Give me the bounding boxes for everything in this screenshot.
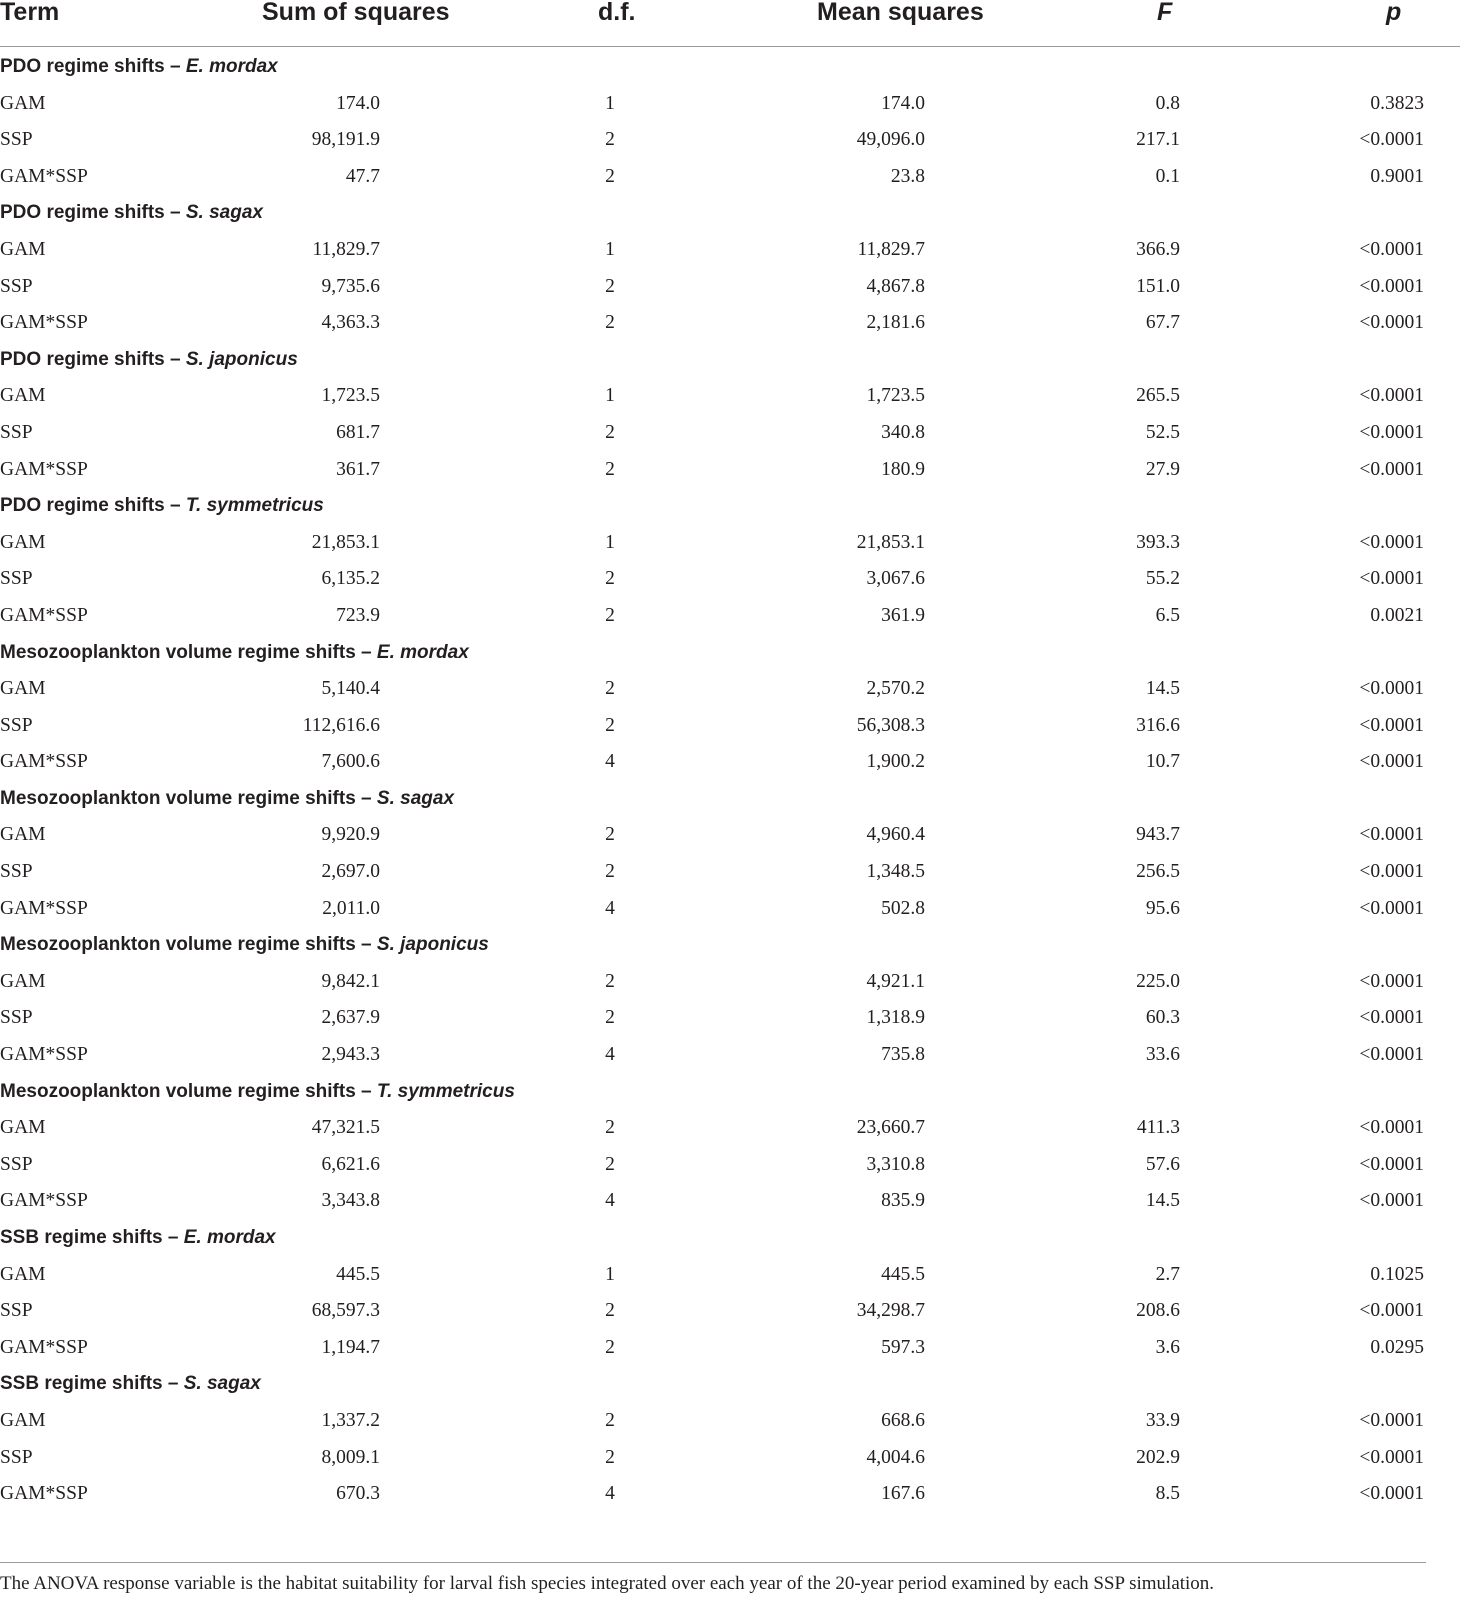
cell-sum-of-squares: 98,191.9 xyxy=(311,129,380,151)
cell-term: GAM*SSP xyxy=(0,751,88,773)
cell-sum-of-squares: 670.3 xyxy=(336,1483,380,1505)
group-label xyxy=(0,202,263,224)
cell-f: 33.6 xyxy=(1145,1044,1180,1066)
table-row xyxy=(0,1474,1460,1511)
cell-mean-squares: 2,570.2 xyxy=(866,678,925,700)
cell-sum-of-squares: 9,842.1 xyxy=(321,970,380,992)
cell-term: GAM xyxy=(0,824,46,846)
cell-term: GAM xyxy=(0,678,46,700)
cell-mean-squares: 56,308.3 xyxy=(856,714,925,736)
cell-term: GAM xyxy=(0,385,46,407)
table-row xyxy=(0,852,1460,889)
cell-f: 225.0 xyxy=(1136,970,1180,992)
group-header-row xyxy=(0,1364,1460,1401)
cell-term: SSP xyxy=(0,1007,33,1029)
cell-term: SSP xyxy=(0,129,33,151)
cell-term: GAM xyxy=(0,92,46,114)
group-header-row xyxy=(0,925,1460,962)
cell-sum-of-squares: 6,135.2 xyxy=(321,568,380,590)
cell-df: 2 xyxy=(605,714,615,736)
cell-mean-squares: 340.8 xyxy=(881,421,925,443)
cell-f: 393.3 xyxy=(1136,531,1180,553)
group-header-row xyxy=(0,193,1460,230)
group-label-prefix: SSB regime shifts – xyxy=(0,1227,184,1248)
cell-df: 1 xyxy=(605,531,615,553)
group-label-species: S. japonicus xyxy=(376,934,489,956)
cell-f: 8.5 xyxy=(1155,1483,1180,1505)
header-f: F xyxy=(1157,0,1173,26)
cell-sum-of-squares: 361.7 xyxy=(336,458,380,480)
cell-sum-of-squares: 1,337.2 xyxy=(321,1409,380,1431)
cell-term: GAM*SSP xyxy=(0,1044,88,1066)
table-header xyxy=(0,0,1460,47)
cell-f: 2.7 xyxy=(1155,1263,1180,1285)
cell-p: <0.0001 xyxy=(1359,421,1424,443)
cell-mean-squares: 49,096.0 xyxy=(856,129,925,151)
cell-mean-squares: 167.6 xyxy=(881,1483,925,1505)
cell-sum-of-squares: 9,735.6 xyxy=(321,275,380,297)
cell-f: 366.9 xyxy=(1136,238,1180,260)
cell-p: 0.1025 xyxy=(1370,1263,1424,1285)
cell-sum-of-squares: 9,920.9 xyxy=(321,824,380,846)
group-label xyxy=(0,349,298,371)
cell-df: 2 xyxy=(605,1300,615,1322)
cell-df: 2 xyxy=(605,1446,615,1468)
cell-f: 55.2 xyxy=(1145,568,1180,590)
cell-p: <0.0001 xyxy=(1359,1409,1424,1431)
group-label xyxy=(0,1227,276,1249)
group-header-row xyxy=(0,486,1460,523)
cell-p: <0.0001 xyxy=(1359,385,1424,407)
cell-term: GAM*SSP xyxy=(0,1190,88,1212)
cell-mean-squares: 4,960.4 xyxy=(866,824,925,846)
cell-mean-squares: 4,921.1 xyxy=(866,970,925,992)
cell-p: 0.9001 xyxy=(1370,165,1424,187)
cell-term: GAM xyxy=(0,1409,46,1431)
table-row xyxy=(0,523,1460,560)
header-p: p xyxy=(1386,0,1402,26)
table-row xyxy=(0,1035,1460,1072)
cell-term: SSP xyxy=(0,1153,33,1175)
cell-term: GAM*SSP xyxy=(0,165,88,187)
group-label-prefix: Mesozooplankton volume regime shifts – xyxy=(0,641,377,663)
cell-mean-squares: 4,867.8 xyxy=(866,275,925,297)
cell-f: 52.5 xyxy=(1145,421,1180,443)
cell-term: GAM xyxy=(0,531,46,553)
cell-df: 2 xyxy=(605,970,615,992)
table-row xyxy=(0,742,1460,779)
cell-f: 202.9 xyxy=(1136,1446,1180,1468)
cell-df: 2 xyxy=(605,1336,615,1358)
footer-rule xyxy=(0,1562,1426,1563)
table-row xyxy=(0,1328,1460,1365)
cell-df: 2 xyxy=(605,861,615,883)
cell-p: <0.0001 xyxy=(1359,1446,1424,1468)
table-row xyxy=(0,303,1460,340)
cell-p: <0.0001 xyxy=(1359,970,1424,992)
table-row xyxy=(0,815,1460,852)
table-row xyxy=(0,596,1460,633)
cell-term: GAM*SSP xyxy=(0,312,88,334)
cell-mean-squares: 174.0 xyxy=(881,92,925,114)
cell-p: <0.0001 xyxy=(1359,129,1424,151)
group-label-prefix: PDO regime shifts – xyxy=(0,495,186,517)
cell-p: <0.0001 xyxy=(1359,312,1424,334)
group-label xyxy=(0,495,324,517)
table-row xyxy=(0,1181,1460,1218)
cell-f: 316.6 xyxy=(1136,714,1180,736)
cell-p: <0.0001 xyxy=(1359,1300,1424,1322)
group-label-prefix: SSB regime shifts – xyxy=(0,1373,184,1395)
table-row xyxy=(0,84,1460,121)
cell-sum-of-squares: 1,723.5 xyxy=(321,385,380,407)
cell-df: 2 xyxy=(605,458,615,480)
cell-df: 1 xyxy=(605,238,615,260)
cell-df: 2 xyxy=(605,421,615,443)
cell-f: 57.6 xyxy=(1145,1153,1180,1175)
cell-p: 0.0021 xyxy=(1370,604,1424,626)
group-label-species: S. sagax xyxy=(376,787,455,809)
cell-f: 67.7 xyxy=(1145,312,1180,334)
cell-term: GAM*SSP xyxy=(0,1483,88,1505)
cell-term: GAM*SSP xyxy=(0,1336,88,1358)
cell-df: 2 xyxy=(605,678,615,700)
cell-p: <0.0001 xyxy=(1359,861,1424,883)
group-label-species: S. sagax xyxy=(183,1373,261,1395)
cell-f: 256.5 xyxy=(1136,861,1180,883)
cell-p: <0.0001 xyxy=(1359,1153,1424,1175)
cell-term: SSP xyxy=(0,861,33,883)
cell-mean-squares: 180.9 xyxy=(881,458,925,480)
cell-sum-of-squares: 2,697.0 xyxy=(321,861,380,883)
cell-sum-of-squares: 4,363.3 xyxy=(321,312,380,334)
cell-p: <0.0001 xyxy=(1359,751,1424,773)
cell-df: 2 xyxy=(605,1153,615,1175)
cell-mean-squares: 502.8 xyxy=(881,897,925,919)
header-df: d.f. xyxy=(598,0,636,26)
cell-p: <0.0001 xyxy=(1359,714,1424,736)
cell-mean-squares: 34,298.7 xyxy=(856,1300,925,1322)
cell-f: 33.9 xyxy=(1145,1409,1180,1431)
cell-mean-squares: 835.9 xyxy=(881,1190,925,1212)
cell-term: GAM xyxy=(0,1263,46,1285)
group-label xyxy=(0,934,489,956)
cell-f: 60.3 xyxy=(1145,1007,1180,1029)
cell-p: <0.0001 xyxy=(1359,678,1424,700)
cell-sum-of-squares: 6,621.6 xyxy=(321,1153,380,1175)
cell-df: 4 xyxy=(605,751,615,773)
cell-sum-of-squares: 7,600.6 xyxy=(321,751,380,773)
cell-f: 217.1 xyxy=(1136,129,1180,151)
cell-mean-squares: 1,318.9 xyxy=(866,1007,925,1029)
cell-term: GAM*SSP xyxy=(0,604,88,626)
group-label-prefix: PDO regime shifts – xyxy=(0,348,186,370)
table-row xyxy=(0,998,1460,1035)
cell-sum-of-squares: 21,853.1 xyxy=(311,531,380,553)
cell-p: <0.0001 xyxy=(1359,531,1424,553)
table-row xyxy=(0,1255,1460,1292)
cell-f: 14.5 xyxy=(1145,1190,1180,1212)
cell-mean-squares: 11,829.7 xyxy=(857,238,925,260)
group-label-species: E. mordax xyxy=(183,1227,276,1248)
table-row xyxy=(0,1108,1460,1145)
cell-df: 2 xyxy=(605,1409,615,1431)
cell-f: 151.0 xyxy=(1136,275,1180,297)
table-row xyxy=(0,230,1460,267)
table-row xyxy=(0,157,1460,194)
cell-df: 1 xyxy=(605,385,615,407)
cell-p: <0.0001 xyxy=(1359,824,1424,846)
cell-mean-squares: 361.9 xyxy=(881,604,925,626)
cell-sum-of-squares: 5,140.4 xyxy=(321,678,380,700)
cell-p: <0.0001 xyxy=(1359,275,1424,297)
cell-p: <0.0001 xyxy=(1359,238,1424,260)
cell-df: 1 xyxy=(605,92,615,114)
group-label-prefix: Mesozooplankton volume regime shifts – xyxy=(0,934,377,956)
cell-term: GAM*SSP xyxy=(0,458,88,480)
table-row xyxy=(0,706,1460,743)
cell-sum-of-squares: 47,321.5 xyxy=(311,1117,380,1139)
group-label xyxy=(0,642,469,664)
group-label xyxy=(0,788,454,810)
cell-sum-of-squares: 2,011.0 xyxy=(322,897,380,919)
cell-df: 4 xyxy=(605,1483,615,1505)
group-label xyxy=(0,1373,261,1395)
cell-p: <0.0001 xyxy=(1359,458,1424,480)
cell-p: <0.0001 xyxy=(1359,1190,1424,1212)
cell-term: GAM xyxy=(0,238,46,260)
cell-df: 2 xyxy=(605,824,615,846)
cell-f: 95.6 xyxy=(1145,897,1180,919)
table-row xyxy=(0,1291,1460,1328)
cell-sum-of-squares: 1,194.7 xyxy=(321,1336,380,1358)
cell-df: 2 xyxy=(605,275,615,297)
group-header-row xyxy=(0,1072,1460,1109)
cell-mean-squares: 668.6 xyxy=(881,1409,925,1431)
table-row xyxy=(0,376,1460,413)
group-label-species: S. japonicus xyxy=(185,348,298,370)
cell-df: 2 xyxy=(605,312,615,334)
cell-mean-squares: 21,853.1 xyxy=(856,531,925,553)
cell-f: 208.6 xyxy=(1136,1300,1180,1322)
group-label xyxy=(0,56,278,78)
header-mean-squares: Mean squares xyxy=(817,0,984,26)
cell-df: 2 xyxy=(605,568,615,590)
cell-f: 14.5 xyxy=(1145,678,1180,700)
cell-term: GAM*SSP xyxy=(0,897,88,919)
cell-df: 1 xyxy=(605,1263,615,1285)
cell-f: 3.6 xyxy=(1155,1336,1180,1358)
cell-f: 943.7 xyxy=(1136,824,1180,846)
cell-f: 0.1 xyxy=(1155,165,1180,187)
cell-mean-squares: 3,067.6 xyxy=(866,568,925,590)
group-label-species: T. symmetricus xyxy=(376,1080,515,1102)
group-label-prefix: PDO regime shifts – xyxy=(0,202,186,224)
cell-f: 6.5 xyxy=(1155,604,1180,626)
table-row xyxy=(0,889,1460,926)
cell-f: 10.7 xyxy=(1145,751,1180,773)
cell-sum-of-squares: 174.0 xyxy=(336,92,380,114)
table-row xyxy=(0,120,1460,157)
cell-mean-squares: 1,348.5 xyxy=(866,861,925,883)
cell-term: GAM xyxy=(0,1117,46,1139)
group-label-species: T. symmetricus xyxy=(185,495,324,517)
cell-p: <0.0001 xyxy=(1359,897,1424,919)
cell-df: 2 xyxy=(605,1117,615,1139)
group-label-species: E. mordax xyxy=(376,641,469,663)
cell-mean-squares: 735.8 xyxy=(881,1044,925,1066)
group-header-row xyxy=(0,340,1460,377)
cell-df: 2 xyxy=(605,165,615,187)
cell-p: 0.0295 xyxy=(1370,1336,1424,1358)
cell-sum-of-squares: 112,616.6 xyxy=(302,714,380,736)
cell-term: GAM xyxy=(0,970,46,992)
cell-mean-squares: 3,310.8 xyxy=(866,1153,925,1175)
table-row xyxy=(0,413,1460,450)
table-body xyxy=(0,47,1460,1511)
cell-f: 411.3 xyxy=(1136,1117,1180,1139)
table-row xyxy=(0,962,1460,999)
cell-p: <0.0001 xyxy=(1359,1007,1424,1029)
group-header-row xyxy=(0,779,1460,816)
cell-sum-of-squares: 723.9 xyxy=(336,604,380,626)
cell-df: 4 xyxy=(605,1044,615,1066)
header-term: Term xyxy=(0,0,60,26)
group-label xyxy=(0,1081,515,1103)
group-label-prefix: Mesozooplankton volume regime shifts – xyxy=(0,1080,377,1102)
cell-df: 4 xyxy=(605,897,615,919)
cell-sum-of-squares: 3,343.8 xyxy=(321,1190,380,1212)
cell-f: 0.8 xyxy=(1155,92,1180,114)
cell-sum-of-squares: 681.7 xyxy=(336,421,380,443)
header-sum-of-squares: Sum of squares xyxy=(262,0,450,26)
cell-sum-of-squares: 68,597.3 xyxy=(311,1300,380,1322)
cell-p: <0.0001 xyxy=(1359,1044,1424,1066)
cell-df: 2 xyxy=(605,1007,615,1029)
cell-sum-of-squares: 2,637.9 xyxy=(321,1007,380,1029)
cell-term: SSP xyxy=(0,275,33,297)
table-row xyxy=(0,559,1460,596)
cell-mean-squares: 23,660.7 xyxy=(856,1117,925,1139)
cell-df: 2 xyxy=(605,129,615,151)
cell-df: 2 xyxy=(605,604,615,626)
table-row xyxy=(0,1401,1460,1438)
cell-term: SSP xyxy=(0,421,33,443)
table-row xyxy=(0,669,1460,706)
cell-mean-squares: 1,900.2 xyxy=(866,751,925,773)
cell-sum-of-squares: 8,009.1 xyxy=(321,1446,380,1468)
cell-mean-squares: 445.5 xyxy=(881,1263,925,1285)
cell-sum-of-squares: 11,829.7 xyxy=(312,238,380,260)
group-header-row xyxy=(0,633,1460,670)
table-row xyxy=(0,450,1460,487)
cell-term: SSP xyxy=(0,1300,33,1322)
table-footnote: The ANOVA response variable is the habitat suitability for larval fish species integrated over each year of the 20-year period examined by each SSP simulation. xyxy=(0,1573,1215,1594)
cell-mean-squares: 23.8 xyxy=(890,165,925,187)
cell-mean-squares: 2,181.6 xyxy=(866,312,925,334)
group-header-row xyxy=(0,1218,1460,1255)
cell-p: <0.0001 xyxy=(1359,1483,1424,1505)
table-row xyxy=(0,1145,1460,1182)
cell-df: 4 xyxy=(605,1190,615,1212)
cell-sum-of-squares: 47.7 xyxy=(345,165,380,187)
group-label-prefix: Mesozooplankton volume regime shifts – xyxy=(0,787,377,809)
cell-term: SSP xyxy=(0,714,33,736)
cell-term: SSP xyxy=(0,1446,33,1468)
group-label-prefix: PDO regime shifts – xyxy=(0,56,186,77)
cell-p: <0.0001 xyxy=(1359,568,1424,590)
cell-p: <0.0001 xyxy=(1359,1117,1424,1139)
group-header-row xyxy=(0,47,1460,84)
cell-mean-squares: 1,723.5 xyxy=(866,385,925,407)
cell-p: 0.3823 xyxy=(1370,92,1424,114)
cell-term: SSP xyxy=(0,568,33,590)
cell-mean-squares: 4,004.6 xyxy=(866,1446,925,1468)
cell-sum-of-squares: 2,943.3 xyxy=(321,1044,380,1066)
group-label-species: S. sagax xyxy=(185,202,263,224)
table-row xyxy=(0,267,1460,304)
group-label-species: E. mordax xyxy=(185,56,278,77)
cell-f: 27.9 xyxy=(1145,458,1180,480)
cell-f: 265.5 xyxy=(1136,385,1180,407)
cell-sum-of-squares: 445.5 xyxy=(336,1263,380,1285)
cell-mean-squares: 597.3 xyxy=(881,1336,925,1358)
table-row xyxy=(0,1438,1460,1475)
